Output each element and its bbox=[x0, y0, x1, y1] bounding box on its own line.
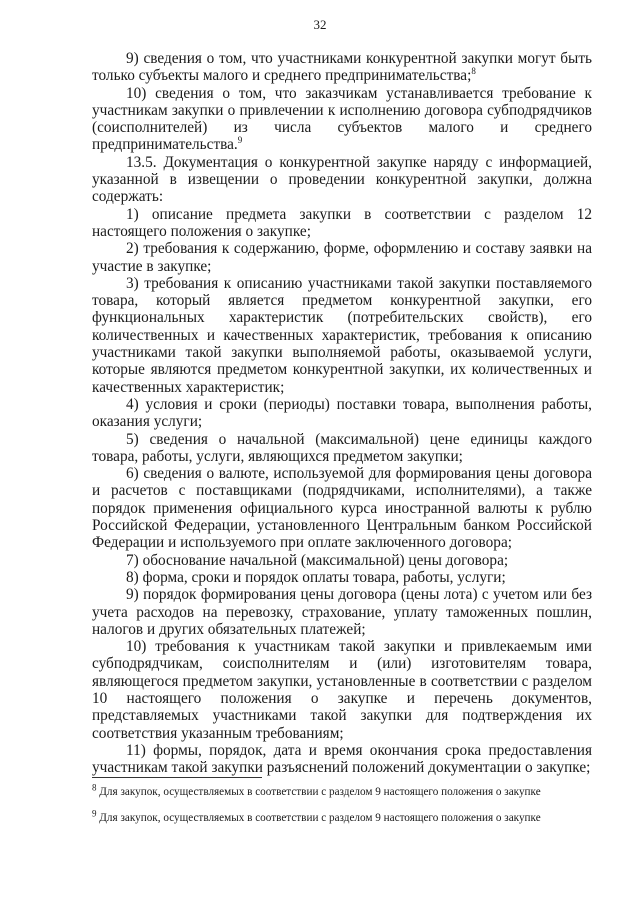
paragraph: 10) сведения о том, что заказчикам устанавливается требование к участникам закупки о привлечении к исполнению договора субподрядчиков (соисполнителей) из числа субъектов малого и среднего предпринимательства.$^9$ bbox=[92, 84, 592, 154]
paragraph: 8) форма, сроки и порядок оплаты товара, работы, услуги; bbox=[126, 568, 506, 586]
paragraph: 5) сведения о начальной (максимальной) цене единицы каждого товара, работы, услуги, являющихся предметом закупки; bbox=[92, 430, 592, 465]
paragraph: 9) порядок формирования цены договора (цены лота) с учетом или без учета расходов на перевозку, страхование, уплату таможенных пошлин, налогов и других обязательных платежей; bbox=[92, 586, 592, 638]
footnote-mark: 8 bbox=[92, 782, 97, 793]
paragraph: 9) сведения о том, что участниками конкурентной закупки могут быть только субъекты малого и среднего предпринимательства;$^8$ bbox=[92, 50, 592, 85]
footnotes bbox=[92, 782, 592, 837]
paragraph: 11) формы, порядок, дата и время окончания срока предоставления участникам такой закупки разъяснений положений документации о закупке; bbox=[92, 741, 592, 777]
footnote-mark: 9 bbox=[92, 808, 97, 819]
paragraph: 4) условия и сроки (периоды) поставки товара, выполнения работы, оказания услуги; bbox=[92, 395, 592, 431]
paragraph: 13.5. Документация о конкурентной закупке наряду с информацией, указанной в извещении о проведении конкурентной закупки, должна содержать: bbox=[92, 153, 592, 206]
paragraph: 2) требования к содержанию, форме, оформлению и составу заявки на участие в закупке; bbox=[92, 240, 592, 275]
paragraph: 6) сведения о валюте, используемой для формирования цены договора и расчетов с поставщиками (подрядчиками, исполнителями), а также порядок применения официального курса иностранной валюты к рублю Российской Федерации, установленного Центральным банком Российской Федерации и используемого при оплате заключенного договора; bbox=[92, 465, 592, 552]
page-number: 32 bbox=[313, 17, 327, 32]
paragraph: 7) обоснование начальной (максимальной) цены договора; bbox=[126, 551, 509, 569]
footnote: $^8$ Для закупок, осуществляемых в соответствии с разделом 9 настоящего положения о закупке bbox=[92, 782, 541, 798]
paragraph: 10) требования к участникам такой закупки и привлекаемым ими субподрядчикам, соисполнителям и (или) изготовителям товара, являющегося предметом закупки, установленные в соответствии с разделом 10 настоящего положения о закупке и перечень документов, представляемых участниками такой закупки для подтверждения их соответствия указанным требованиям; bbox=[92, 638, 592, 742]
paragraph: 1) описание предмета закупки в соответствии с разделом 12 настоящего положения о закупке; bbox=[92, 205, 592, 240]
footnote-ref: 8 bbox=[471, 66, 476, 77]
footnote: $^9$ Для закупок, осуществляемых в соответствии с разделом 9 настоящего положения о закупке bbox=[92, 808, 541, 824]
footnote-separator bbox=[92, 777, 262, 778]
footnote-ref: 9 bbox=[237, 135, 243, 146]
paragraph: 3) требования к описанию участниками такой закупки поставляемого товара, который является предметом конкурентной закупки, его функциональных характеристик (потребительских свойств), его количественных и качественных характеристик, требования к описанию участниками такой закупки выполняемой работы, оказываемой услуги, которые являются предметом конкурентной закупки, их количественных и качественных характеристик; bbox=[92, 274, 592, 396]
document-body bbox=[92, 50, 592, 776]
